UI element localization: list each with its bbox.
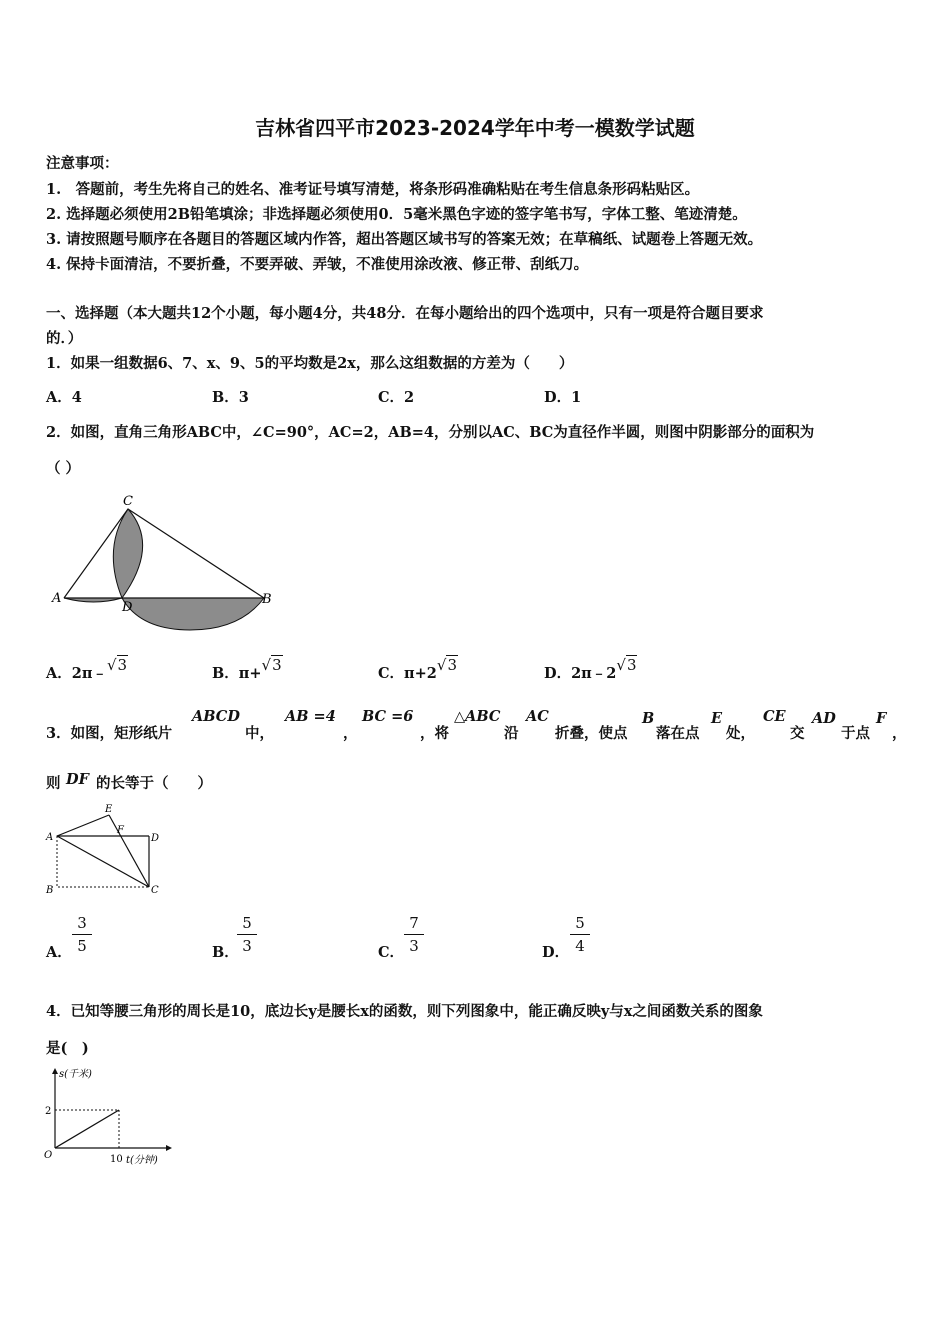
q4-origin-label: O [44, 1150, 53, 1161]
q3-line2-text-2: 的长等于（ ） [96, 775, 212, 792]
q2-option-a-prefix: A．2π﹣ [46, 665, 107, 682]
q3-option-b-num: 5 [242, 914, 252, 932]
notice-item-4: 4. 保持卡面清洁，不要折叠，不要弄破、弄皱，不准使用涂改液、修正带、刮纸刀。 [46, 256, 589, 273]
q3-math-bc: BC =6 [362, 708, 414, 725]
section-heading: 一、选择题（本大题共12个小题，每小题4分，共48分．在每小题给出的四个选项中，只有一项是符合题目要求 [46, 305, 764, 322]
q3-label-f: F [117, 825, 124, 836]
q3-math-ad: AD [812, 710, 836, 727]
q4-y-axis-label: s(千米) [59, 1069, 92, 1080]
q3-label-e: E [105, 804, 113, 815]
q2-shaded-segment-db [122, 598, 264, 630]
q2-option-a [46, 656, 128, 683]
q2-option-c-sqrt: √3 [436, 656, 458, 674]
q2-option-d-sqrt: √3 [616, 656, 637, 674]
q2-option-d [544, 656, 637, 683]
q3-text-5: 沿 [504, 725, 519, 742]
q1-option-d: D．1 [544, 389, 582, 406]
notice-item-1: 1. 答题前，考生先将自己的姓名、准考证号填写清楚，将条形码准确粘贴在考生信息条形码粘贴区。 [46, 181, 700, 198]
q2-option-c-prefix: C．π+2 [378, 665, 437, 682]
q3-option-c-num: 7 [409, 914, 419, 932]
q2-option-d-prefix: D．2π﹣2 [544, 665, 617, 682]
q2-option-b [212, 656, 283, 683]
q3-option-c-letter: C． [378, 944, 405, 961]
section-heading-cont: 的．） [46, 330, 83, 347]
page-title: 吉林省四平市2023-2024学年中考一模数学试题 [255, 116, 695, 140]
q3-option-c-den: 3 [409, 937, 419, 955]
q3-math-ce: CE [763, 708, 786, 725]
q2-option-b-prefix: B．π+ [212, 665, 262, 682]
notice-heading: 注意事项： [46, 155, 119, 172]
q1-option-a: A．4 [46, 389, 82, 406]
q3-math-e: E [711, 710, 723, 727]
q4-stem: 4．已知等腰三角形的周长是10，底边长y是腰长x的函数，则下列图象中，能正确反映y与x之间函数关系的图象 [46, 1003, 763, 1020]
q2-option-a-radicand: 3 [117, 656, 128, 674]
q1-option-c: C．2 [378, 389, 415, 406]
q3-math-df: DF [66, 771, 89, 788]
q3-text-7: 落在点 [656, 725, 700, 742]
q3-text-6: 折叠，使点 [555, 725, 628, 742]
q2-option-a-sqrt: √3 [106, 656, 128, 674]
notice-item-2: 2. 选择题必须使用2B铅笔填涂；非选择题必须使用0．5毫米黑色字迹的签字笔书写，字体工整、笔迹清楚。 [46, 206, 747, 223]
q3-text-4: ，将 [420, 725, 449, 742]
q3-label-a: A [46, 832, 54, 843]
q3-label-b: B [46, 885, 54, 896]
q3-text-9: 交 [790, 725, 805, 742]
q1-option-b: B．3 [212, 389, 249, 406]
q3-math-f: F [876, 710, 887, 727]
q3-text-8: 处， [726, 725, 755, 742]
q4-graph [40, 1062, 180, 1172]
q2-option-c-radicand: 3 [447, 656, 458, 674]
q3-option-a-letter: A． [46, 944, 72, 961]
q3-math-b: B [642, 710, 655, 727]
q3-option-c-fraction [404, 914, 424, 955]
q4-y-tick: 2 [45, 1106, 52, 1117]
q2-label-d: D [122, 600, 133, 615]
q2-label-a: A [52, 591, 62, 606]
q3-line2-text-1: 则 [46, 775, 61, 792]
q2-stem: 2．如图，直角三角形ABC中，∠C=90°，AC=2，AB=4，分别以AC、BC为直径作半圆，则图中阴影部分的面积为 [46, 424, 815, 441]
notice-item-3: 3. 请按照题号顺序在各题目的答题区域内作答，超出答题区域书写的答案无效；在草稿纸、试题卷上答题无效。 [46, 231, 763, 248]
q3-text-1: 3．如图，矩形纸片 [46, 725, 173, 742]
q3-option-a-fraction [72, 914, 92, 955]
q3-option-b-fraction [237, 914, 257, 955]
q4-x-tick: 10 [110, 1154, 123, 1165]
q3-option-a-num: 3 [77, 914, 87, 932]
q3-option-b-letter: B． [212, 944, 239, 961]
q2-label-c: C [123, 494, 133, 509]
q3-math-ab: AB =4 [285, 708, 336, 725]
q3-text-10: 于点 [841, 725, 870, 742]
q3-option-d-letter: D． [542, 944, 570, 961]
q2-option-c [378, 656, 458, 683]
q4-stem-cont: 是( ) [46, 1040, 89, 1057]
q3-option-a-den: 5 [77, 937, 87, 955]
q3-option-d-fraction [570, 914, 590, 955]
q3-option-d-den: 4 [575, 937, 585, 955]
q2-figure [40, 488, 280, 638]
q3-text-11: ， [892, 725, 907, 742]
q3-label-c: C [151, 885, 159, 896]
q3-math-triangle: △ABC [454, 708, 501, 725]
q2-label-b: B [262, 592, 272, 607]
q2-option-b-radicand: 3 [272, 656, 282, 674]
q4-x-axis-label: t(分钟) [126, 1155, 158, 1166]
q3-option-b-den: 3 [242, 937, 252, 955]
q3-text-3: ， [343, 725, 358, 742]
q2-option-d-radicand: 3 [626, 656, 637, 674]
q2-option-b-sqrt: √3 [261, 656, 282, 674]
q3-math-abcd: ABCD [192, 708, 240, 725]
q3-figure [40, 800, 170, 900]
q1-stem: 1．如果一组数据6、7、x、9、5的平均数是2x，那么这组数据的方差为（ ） [46, 355, 574, 372]
q3-option-d-num: 5 [575, 914, 585, 932]
q2-stem-cont: （ ） [46, 460, 81, 477]
q3-text-2: 中， [245, 725, 274, 742]
q3-math-ac: AC [526, 708, 549, 725]
q3-label-d: D [151, 833, 160, 844]
